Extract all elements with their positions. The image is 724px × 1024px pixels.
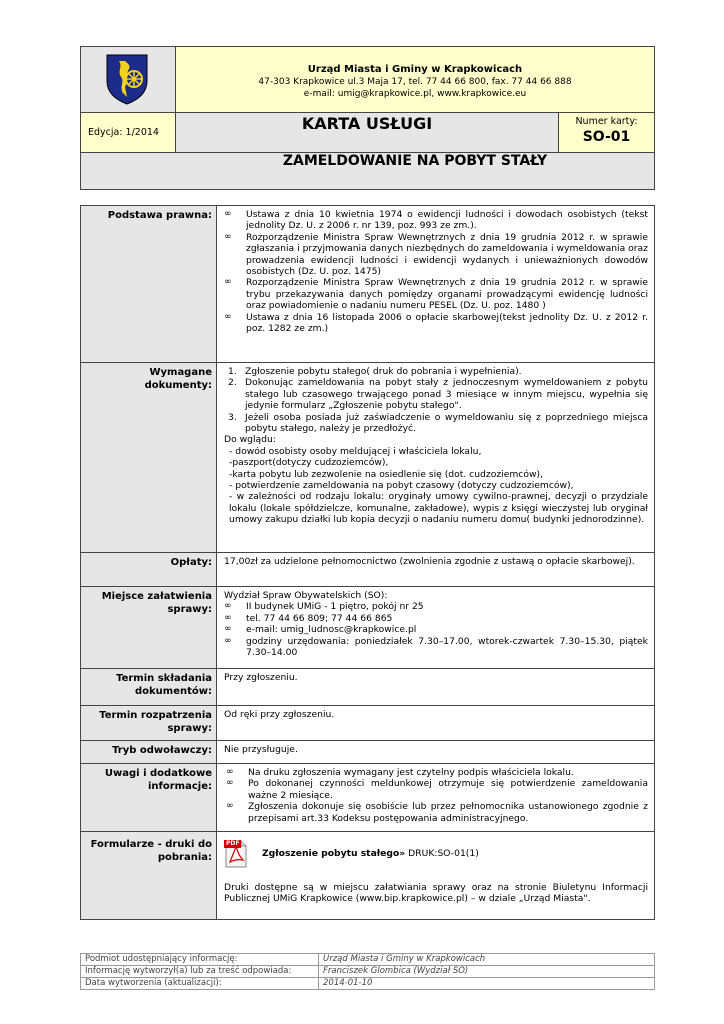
organization-address: 47-303 Krapkowice ul.3 Maja 17, tel. 77 44 66 800, fax. 77 44 66 888: [258, 77, 572, 87]
footer-value: Franciszek Glombica (Wydział SO): [323, 966, 469, 976]
organization-email: e-mail: umig@krapkowice.pl, www.krapkowice.eu: [303, 89, 527, 99]
list-item: ∞ e-mail: umig_ludnosc@krapkowice.pl: [224, 624, 417, 636]
list-item: ∞ Rozporządzenie Ministra Spraw Wewnętrznych z dnia 19 grudnia 2012 r. w sprawie trybu przekazywania danych pomiędzy organami prowadzącymi ewidencję ludności oraz powiadomienie o nadaniu numeru PESEL (Dz. U. poz. 1480 ): [224, 277, 648, 312]
info-footer-table: [80, 953, 655, 990]
card-number: SO-01: [582, 129, 631, 145]
bullet-icon: ∞: [224, 624, 232, 635]
bullet-icon: ∞: [224, 635, 232, 646]
bullet-icon: ∞: [224, 209, 232, 219]
form-code: DRUK:SO-01(1): [408, 848, 479, 860]
bullet-icon: ∞: [224, 277, 232, 288]
list-item: ∞ II budynek UMiG - 1 piętro, pokój nr 25: [224, 601, 424, 613]
footer-label: Podmiot udostępniający informację:: [81, 954, 319, 965]
notes-label: Uwagi i dodatkowe informacje:: [81, 764, 217, 831]
table-row: [81, 954, 654, 965]
place-row: [81, 586, 654, 668]
place-label: Miejsce załatwienia sprawy:: [81, 587, 217, 668]
card-number-label: Numer karty:: [575, 116, 638, 127]
processing-time-value: Od ręki przy zgłoszeniu.: [224, 709, 335, 720]
list-item: ∞ Zgłoszenia dokonuje się osobiście lub przez pełnomocnika ustanowionego zgodnie z przepisami art.33 Kodeksu postępowania administracyjnego.: [226, 801, 648, 824]
list-item: ∞ Ustawa z dnia 16 listopada 2006 o opłacie skarbowej(tekst jednolity Dz. U. z 2012 r. poz. 1282 ze zm.): [224, 311, 648, 335]
bullet-icon: ∞: [224, 612, 232, 623]
submission-deadline-label: Termin składania dokumentów:: [81, 669, 217, 705]
forms-label: Formularze - druki do pobrania:: [81, 832, 217, 919]
inspection-item: - potwierdzenie zameldowania na pobyt czasowy (dotyczy cudzoziemców),: [229, 480, 574, 492]
required-documents-list: [224, 366, 648, 434]
bullet-icon: ∞: [224, 601, 232, 612]
notes-list: [224, 767, 648, 824]
department-name: Wydział Spraw Obywatelskich (SO):: [224, 590, 388, 601]
inspection-item: - dowód osobisty osoby meldującej i właściciela lokalu,: [229, 445, 482, 457]
organization-name: Urząd Miasta i Gminy w Krapkowicach: [307, 64, 523, 75]
list-item: ∞ Na druku zgłoszenia wymagany jest czytelny podpis właściciela lokalu.: [226, 767, 574, 778]
form-name[interactable]: Zgłoszenie pobytu stałego»: [262, 848, 406, 860]
required-documents-row: [81, 362, 654, 552]
footer-value: Urząd Miasta i Gminy w Krapkowicach: [323, 954, 486, 964]
appeal-row: [81, 740, 654, 763]
fees-row: [81, 552, 654, 586]
legal-basis-list: [224, 209, 648, 334]
appeal-value: Nie przysługuje.: [224, 744, 298, 755]
list-item: 2. Dokonując zameldowania na pobyt stały z jednoczesnym wymeldowaniem z pobytu stałego lub czasowego trwającego ponad 3 miesiące w innym miejscu, wypełnia się jedynie formularz „Zgłoszenie pobytu stałego".: [228, 377, 648, 412]
list-item: 3. Jeżeli osoba posiada już zaświadczenie o wymeldowaniu się z poprzedniego miejsca pobytu stałego, należy je przedłożyć.: [228, 411, 648, 435]
inspection-item: - w zależności od rodzaju lokalu: oryginały umowy cywilno-prawnej, decyzji o przydziale lokalu (lokale spółdzielcze, komunalne, zakładowe), wypis z księgi wieczystej lub oryginał umowy zakupu działki lub kopia decyzji o nadaniu numeru domu( budynki jednorodzinne).: [229, 491, 648, 526]
table-row: [81, 977, 654, 989]
inspection-item: -karta pobytu lub zezwolenie na osiedlenie się (dot. cudzoziemców),: [229, 468, 543, 480]
processing-time-row: [81, 705, 654, 740]
service-details-table: [80, 205, 655, 920]
card-title: KARTA USŁUGI: [176, 113, 559, 153]
card-number-cell: [559, 113, 654, 153]
required-documents-label: Wymagane dokumenty:: [81, 363, 217, 552]
pdf-file-icon[interactable]: [224, 840, 248, 868]
service-subject: ZAMELDOWANIE NA POBYT STAŁY: [282, 153, 548, 169]
list-item: ∞ Po dokonanej czynności meldunkowej otrzymuje się potwierdzenie zameldowania ważne 2 miesiące.: [226, 778, 648, 801]
bullet-icon: ∞: [226, 801, 234, 812]
pdf-badge: PDF: [226, 840, 240, 847]
list-item: 1. Zgłoszenie pobytu stałego( druk do pobrania i wypełnienia).: [228, 366, 522, 377]
place-list: [224, 601, 648, 658]
inspection-heading: Do wglądu:: [224, 434, 276, 446]
table-row: [81, 965, 654, 977]
legal-basis-row: [81, 206, 654, 362]
coat-of-arms-cell: [81, 47, 176, 113]
notes-row: [81, 763, 654, 831]
forms-availability: Druki dostępne są w miejscu załatwiania sprawy oraz na stronie Biuletynu Informacji Publicznej UMiG Krapkowice (www.bip.krapkowice.pl) – w dziale „Urząd Miasta".: [224, 882, 648, 905]
list-item: ∞ Ustawa z dnia 10 kwietnia 1974 o ewidencji ludności i dowodach osobistych (tekst jednolity Dz. U. z 2006 r. nr 139, poz. 993 ze zm.).: [224, 209, 648, 232]
list-item: ∞ tel. 77 44 66 809; 77 44 66 865: [224, 612, 393, 624]
form-download-link[interactable]: [224, 840, 648, 868]
edition: Edycja: 1/2014: [81, 113, 176, 153]
footer-value: 2014-01-10: [323, 978, 373, 988]
appeal-label: Tryb odwoławczy:: [81, 741, 217, 763]
coat-of-arms-icon: [105, 53, 149, 105]
footer-label: Data wytworzenia (aktualizacji):: [81, 978, 319, 989]
forms-row: [81, 831, 654, 919]
processing-time-label: Termin rozpatrzenia sprawy:: [81, 706, 217, 740]
fees-label: Opłaty:: [81, 553, 217, 586]
submission-deadline-value: Przy zgłoszeniu.: [224, 672, 298, 683]
bullet-icon: ∞: [224, 311, 232, 322]
list-item: ∞ godziny urzędowania: poniedziałek 7.30–17.00, wtorek-czwartek 7.30–15.30, piątek 7.30–14.00: [224, 635, 648, 659]
bullet-icon: ∞: [226, 778, 234, 789]
card-header: [80, 46, 655, 190]
submission-deadline-row: [81, 668, 654, 705]
footer-label: Informację wytworzył(a) lub za treść odpowiada:: [81, 966, 319, 977]
fees-value: 17,00zł za udzielone pełnomocnictwo (zwolnienia zgodnie z ustawą o opłacie skarbowej).: [224, 556, 635, 567]
organization-info: [176, 47, 654, 113]
inspection-item: -paszport(dotyczy cudzoziemców),: [229, 457, 389, 469]
bullet-icon: ∞: [226, 767, 234, 777]
legal-basis-label: Podstawa prawna:: [81, 206, 217, 362]
list-item: ∞ Rozporządzenie Ministra Spraw Wewnętrznych z dnia 19 grudnia 2012 r. w sprawie zgłaszania i przyjmowania danych niezbędnych do zameldowania i wymeldowania oraz prowadzenia ewidencji ludności i ewidencji wydanych i unieważnionych dowodów osobistych (Dz. U. poz. 1475): [224, 231, 648, 278]
bullet-icon: ∞: [224, 231, 232, 242]
